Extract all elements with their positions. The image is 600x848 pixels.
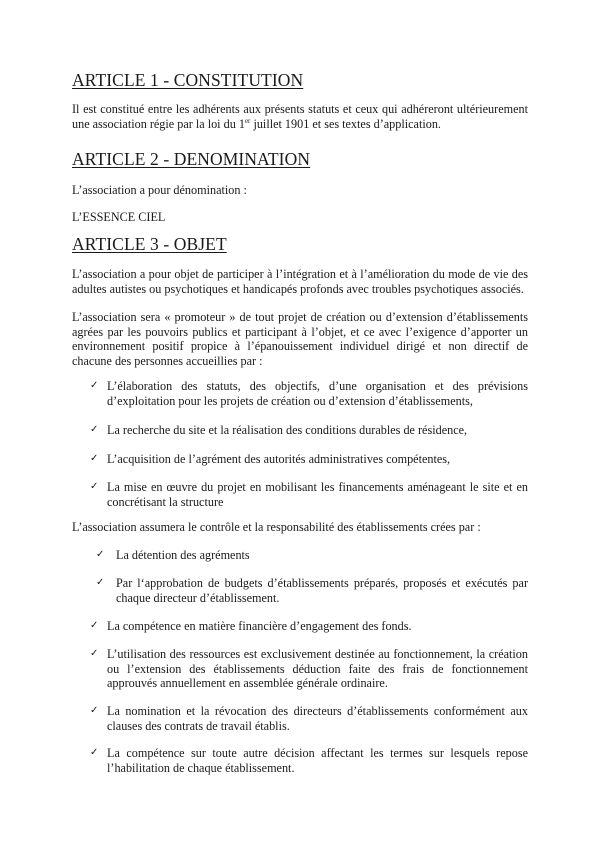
checkmark-icon: ✓ (90, 453, 99, 464)
list-item (90, 704, 528, 733)
checkmark-icon: ✓ (90, 705, 99, 716)
list-item-text: L’élaboration des statuts, des objectifs, d’une organisation et des prévisions d’exploitation pour les projets de création ou d’extension d’établissements, (107, 379, 528, 408)
list-item (90, 452, 528, 467)
checkmark-icon: ✓ (90, 380, 99, 391)
list-item (90, 423, 528, 438)
checkmark-icon: ✓ (90, 424, 99, 435)
list-item-text: La détention des agréments (116, 548, 250, 562)
ordinal-superscript: er (244, 116, 251, 125)
checkmark-icon: ✓ (90, 481, 99, 492)
list-item-text: Par l‘approbation de budgets d’établissements préparés, proposés et exécutés par chaque directeur d’établissement. (116, 576, 528, 605)
list-item-text: La nomination et la révocation des directeurs d’établissements conformément aux clauses des contrats de travail établis. (107, 704, 528, 733)
article-3-paragraph-2: L’association sera « promoteur » de tout projet de création ou d’extension d’établissements agrées par les pouvoirs publics et participant à l’objet, et ce avec l’exigence d’apporter un environnement positif propice à l’épanouissement individuel dirigé et non directif de chacune des personnes accueillies par : (72, 310, 528, 368)
article-1-body (72, 102, 528, 131)
list-item (90, 647, 528, 691)
article-2-heading: ARTICLE 2 - DENOMINATION (72, 149, 311, 169)
article-3-paragraph-1: L’association a pour objet de participer à l’intégration et à l’amélioration du mode de vie des adultes autistes ou psychotiques et handicapés profonds avec troubles psychotiques associés. (72, 267, 528, 296)
list-item (90, 619, 528, 634)
checkmark-icon: ✓ (96, 577, 105, 588)
article-1-body-text-end: juillet 1901 et ses textes d’application. (250, 116, 441, 131)
article-1-heading: ARTICLE 1 - CONSTITUTION (72, 70, 304, 90)
association-name: L’ESSENCE CIEL (72, 210, 166, 224)
list-item-text: L’acquisition de l’agrément des autorités administratives compétentes, (107, 452, 451, 466)
list-item-text: La compétence sur toute autre décision affectant les termes sur lesquels repose l’habilitation de chaque établissement. (107, 746, 528, 775)
list-item-text: L’utilisation des ressources est exclusivement destinée au fonctionnement, la création ou l’extension des établissements déduction faite des frais de fonctionnement approuvés annuellement en assemblée générale ordinaire. (107, 647, 528, 691)
list-item-text: La recherche du site et la réalisation des conditions durables de résidence, (107, 423, 468, 437)
checkmark-icon: ✓ (90, 620, 99, 631)
article-1-body-text: Il est constitué entre les adhérents aux présents statuts et ceux qui adhéreront ultérieurement une association régie par la loi du 1 (72, 102, 528, 131)
list-item (96, 576, 528, 605)
list-item (90, 480, 528, 509)
list-item-text: La mise en œuvre du projet en mobilisant les financements aménageant le site et en concrétisant la structure (107, 480, 528, 509)
checkmark-icon: ✓ (90, 747, 99, 758)
checkmark-icon: ✓ (90, 648, 99, 659)
article-3-paragraph-3: L’association assumera le contrôle et la responsabilité des établissements crées par : (72, 520, 481, 534)
list-item (90, 379, 528, 408)
article-2-intro: L’association a pour dénomination : (72, 183, 247, 197)
checkmark-icon: ✓ (96, 549, 105, 560)
list-item-text: La compétence en matière financière d’engagement des fonds. (107, 619, 412, 633)
list-item (90, 746, 528, 775)
article-3-heading: ARTICLE 3 - OBJET (72, 234, 227, 254)
list-item (96, 548, 528, 563)
